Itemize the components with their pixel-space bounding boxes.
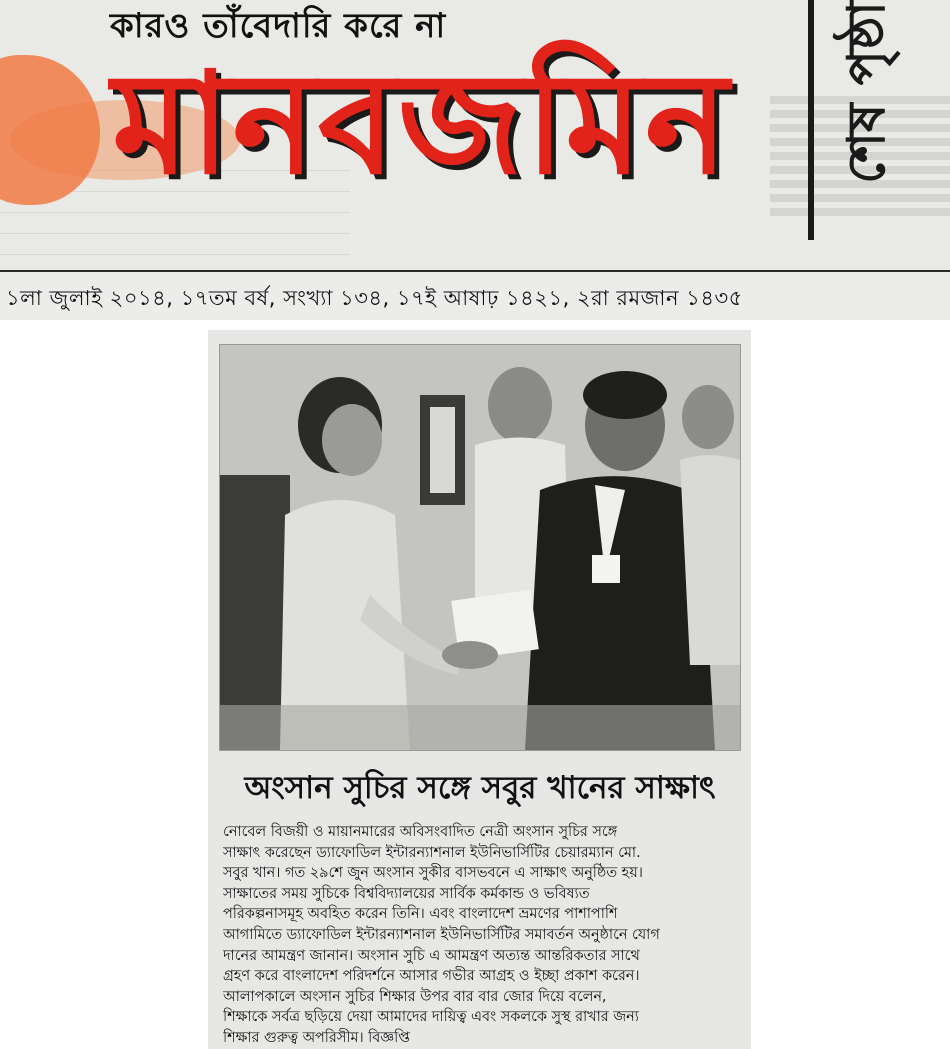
photo-illustration <box>220 345 740 750</box>
dateline: ১লা জুলাই ২০১৪, ১৭তম বর্ষ, সংখ্যা ১৩৪, ১৭ই আষাঢ় ১৪২১, ২রা রমজান ১৪৩৫ <box>6 286 743 310</box>
newspaper-nameplate: মানবজমিন <box>112 43 731 206</box>
body-line: আগামিতে ড্যাফোডিল ইন্টারন্যাশনাল ইউনিভার্সিটির সমাবর্তন অনুষ্ঠানে যোগ <box>223 926 660 943</box>
masthead-tagline: কারও তাঁবেদারি করে না <box>110 6 447 46</box>
name-badge <box>592 555 620 583</box>
body-line: সাক্ষাতের সময় সুচিকে বিশ্ববিদ্যালয়ের সার্বিক কর্মকান্ড ও ভবিষ্যত <box>223 885 590 902</box>
body-line: শিক্ষাকে সর্বত্র ছড়িয়ে দেয়া আমাদের দায়িত্ব এবং সকলকে সুস্থ রাখার জন্য <box>223 1009 639 1026</box>
body-line: পরিকল্পনাসমূহ অবহিত করেন তিনি। এবং বাংলাদেশ ভ্রমণের পাশাপাশি <box>223 906 618 923</box>
body-line: শিক্ষার গুরুত্ব অপরিসীম। বিজ্ঞপ্তি <box>223 1029 411 1046</box>
article-body <box>223 822 743 1049</box>
body-line: আলাপকালে অংসান সুচির শিক্ষার উপর বার বার জোর দিয়ে বলেন, <box>223 988 607 1005</box>
masthead <box>0 0 950 270</box>
body-line: নোবেল বিজয়ী ও মায়ানমারের অবিসংবাদিত নেত্রী অংসান সুচির সঙ্গে <box>223 824 618 840</box>
news-photo <box>219 344 741 751</box>
body-line: সাক্ষাৎ করেছেন ড্যাফোডিল ইন্টারন্যাশনাল ইউনিভার্সিটির চেয়ারম্যান মো. <box>223 844 641 861</box>
body-line: গ্রহণ করে বাংলাদেশ পরিদর্শনে আসার গভীর আগ্রহ ও ইচ্ছা প্রকাশ করেন। <box>223 968 640 985</box>
news-clipping <box>208 330 751 1049</box>
dateline-bar <box>0 270 950 320</box>
body-line: দানের আমন্ত্রণ জানান। অংসান সুচি এ আমন্ত্রণ অত্যন্ত আন্তরিকতার সাথে <box>223 947 640 964</box>
article-headline: অংসান সুচির সঙ্গে সবুর খানের সাক্ষাৎ <box>244 770 716 806</box>
body-line: সবুর খান। গত ২৯শে জুন অংসান সুকীর বাসভবনে এ সাক্ষাৎ অনুষ্ঠিত হয়। <box>223 865 643 882</box>
section-label: শেষ পৃষ্ঠা <box>837 1 897 184</box>
masthead-divider <box>808 0 814 240</box>
